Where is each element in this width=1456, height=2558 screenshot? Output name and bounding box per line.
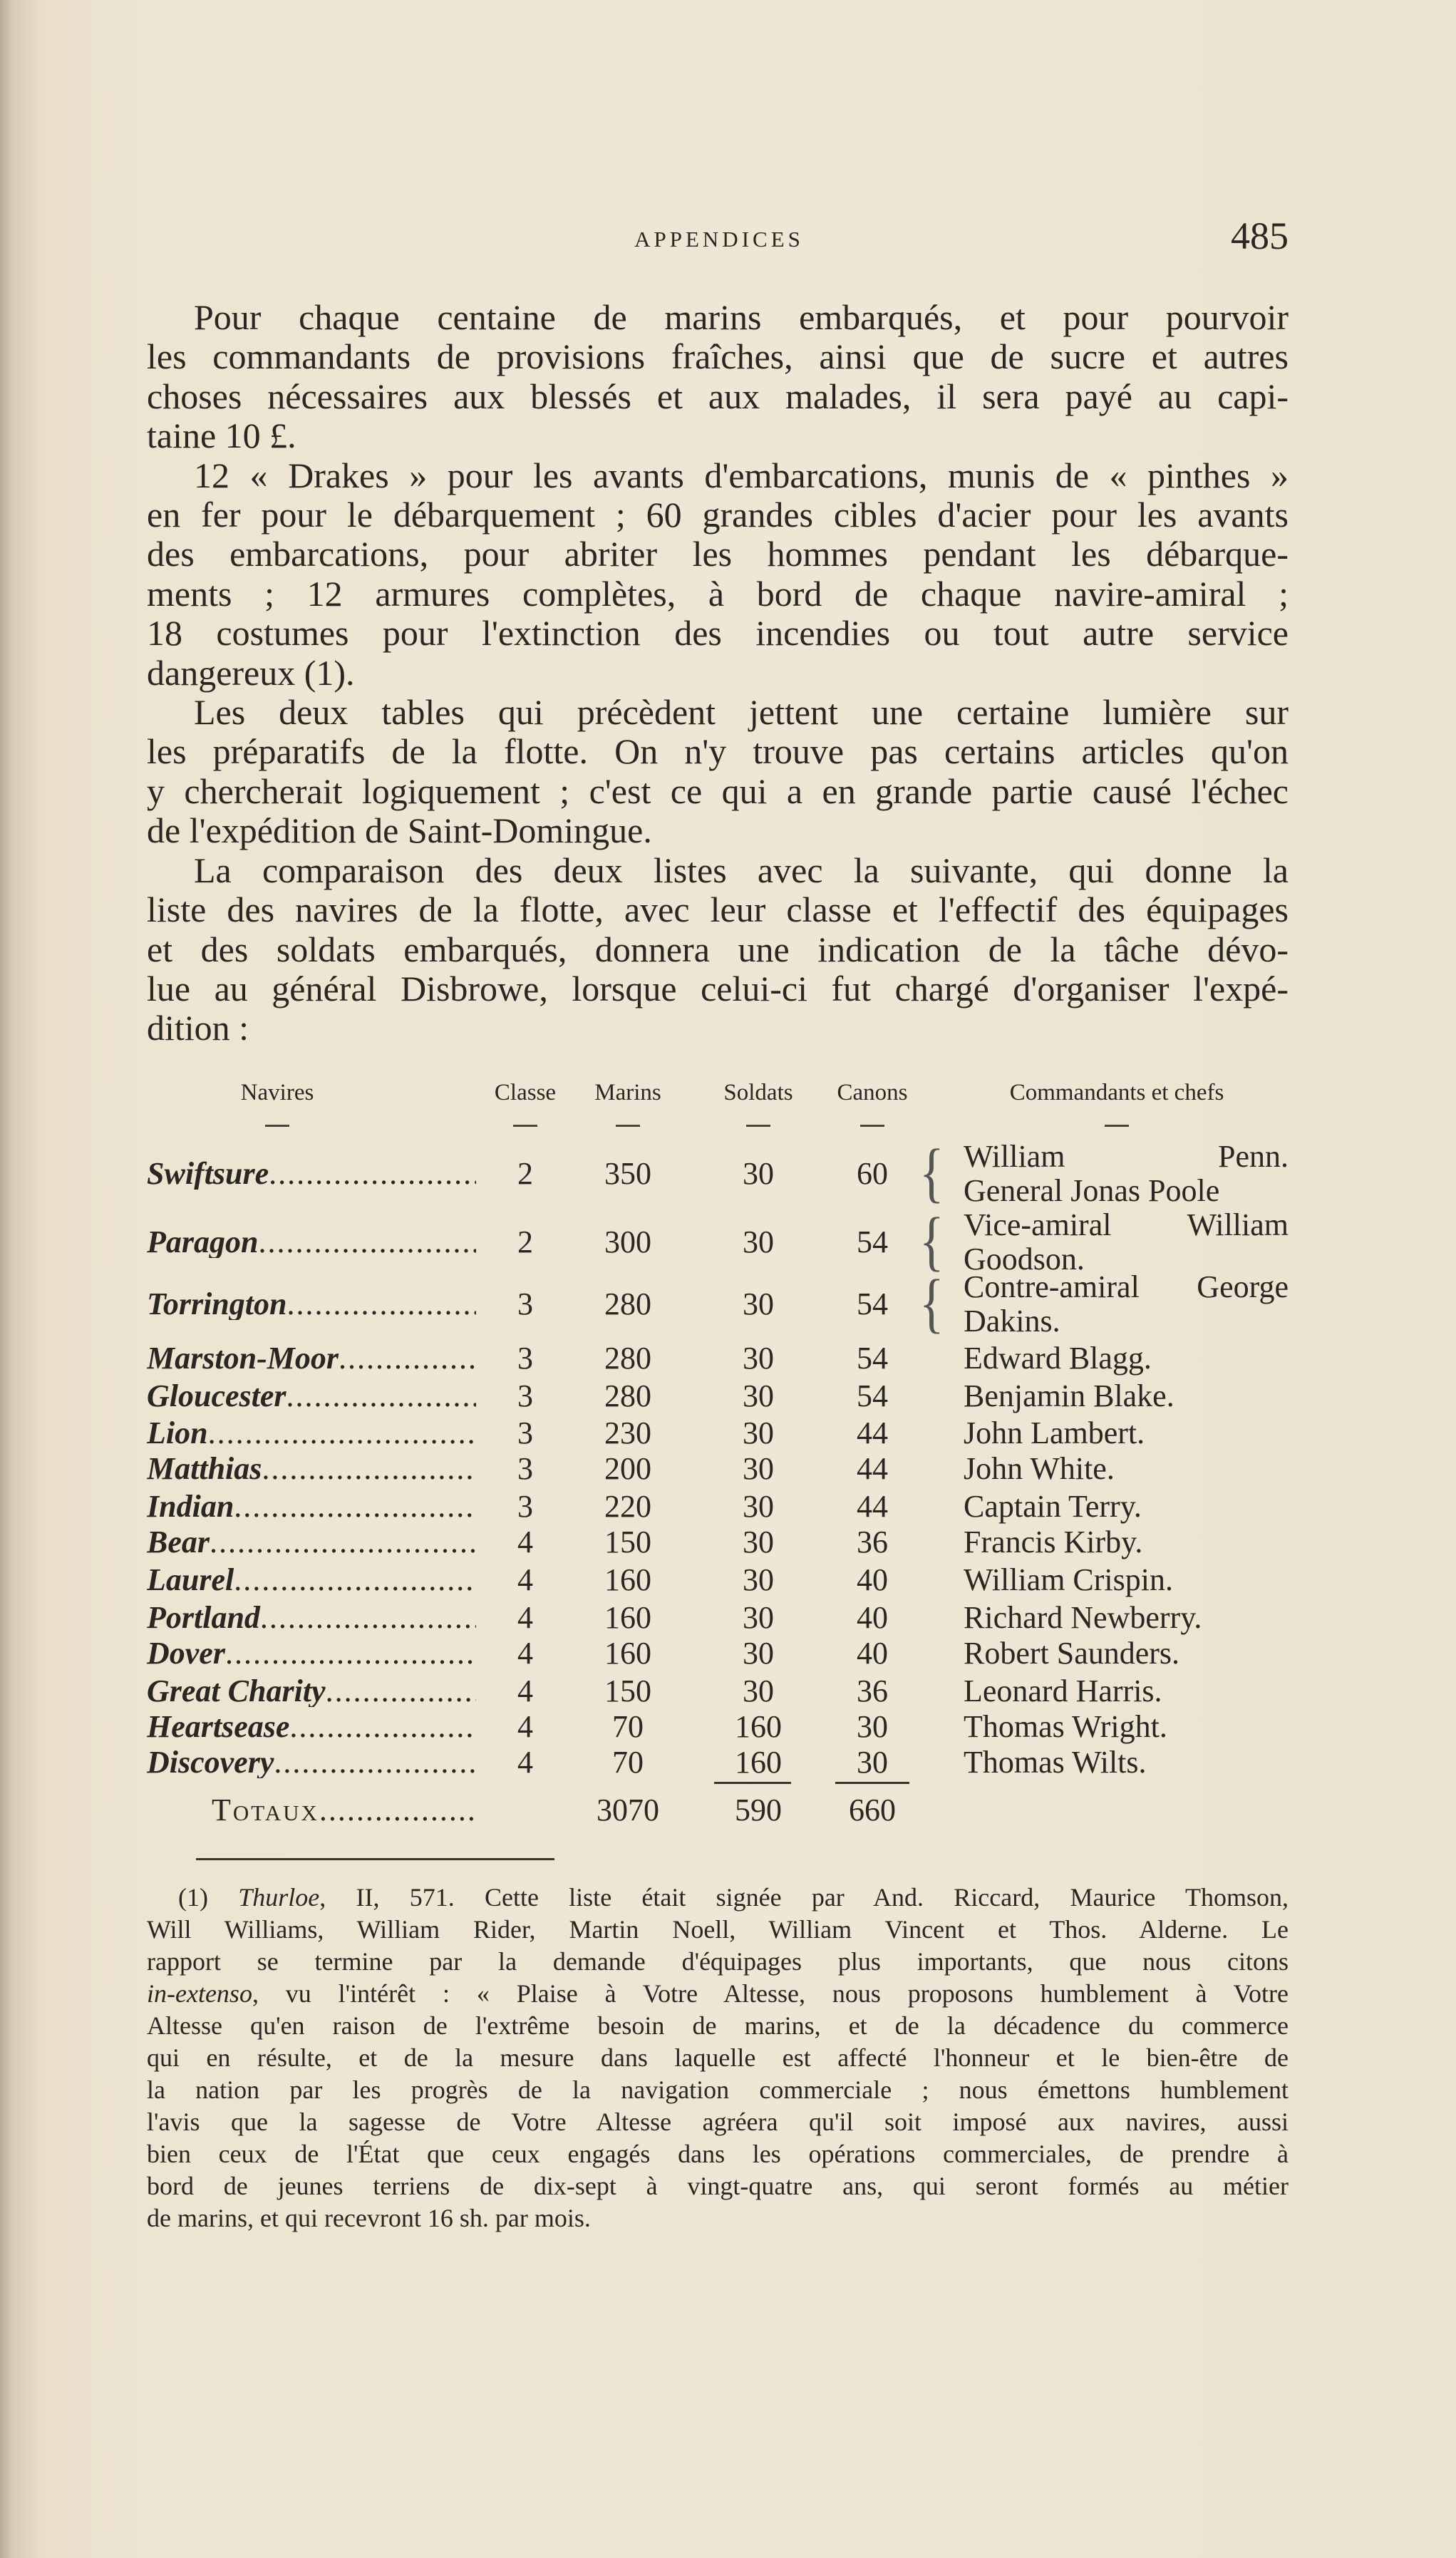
footnote-line	[147, 1978, 1289, 2010]
cell-classe: 3	[517, 1286, 533, 1321]
commander-line: John White.	[964, 1451, 1115, 1486]
commander	[964, 1452, 1289, 1486]
footnote-text: bien ceux de l'État que ceux engagés dans les opérations commerciales, de prendre à	[147, 2140, 1289, 2168]
cell-canons: 54	[857, 1378, 888, 1413]
cell-classe: 4	[517, 1745, 533, 1780]
cell-soldats: 30	[743, 1525, 774, 1559]
ship-name	[147, 1602, 476, 1634]
ship-name	[147, 1418, 476, 1449]
commander	[964, 1525, 1289, 1559]
body-line: Pour chaque centaine de marins embarqués, et pour pourvoir	[194, 297, 1289, 337]
body-line: taine 10 £.	[147, 416, 296, 456]
cell-canons: 36	[857, 1525, 888, 1559]
column-header: Navires	[240, 1080, 314, 1105]
cell-classe: 3	[517, 1341, 533, 1376]
commander-line: Thomas Wilts.	[964, 1745, 1147, 1780]
cell-soldats: 30	[743, 1489, 774, 1524]
ship-label: Great Charity	[147, 1676, 326, 1707]
ship-label: Discovery	[147, 1747, 274, 1778]
ship-name	[147, 1227, 476, 1258]
cell-marins: 300	[604, 1224, 651, 1259]
cell-classe: 3	[517, 1489, 533, 1524]
cell-marins: 280	[604, 1341, 651, 1376]
ship-label: Torrington	[147, 1289, 287, 1320]
body-line: lue au général Disbrowe, lorsque celui-ci fut chargé d'organiser l'expé-	[147, 968, 1289, 1009]
footnote-text: , II, 571. Cette liste était signée par And. Riccard, Maurice Thomson,	[319, 1883, 1289, 1912]
body-line: les préparatifs de la flotte. On n'y trouve pas certains articles qu'on	[147, 731, 1289, 772]
body-line: liste des navires de la flotte, avec leur classe et l'effectif des équipages	[147, 889, 1289, 930]
column-header: Commandants et chefs	[1009, 1080, 1224, 1105]
column-header: Classe	[494, 1080, 557, 1105]
dot-leader	[274, 1747, 476, 1778]
dot-leader	[326, 1676, 476, 1707]
page-number: 485	[1231, 215, 1289, 257]
cell-canons: 54	[857, 1341, 888, 1376]
header-dash	[265, 1125, 289, 1127]
cell-soldats: 30	[743, 1286, 774, 1321]
cell-canons: 44	[857, 1489, 888, 1524]
body-line: en fer pour le débarquement ; 60 grandes cibles d'acier pour les avants	[147, 495, 1289, 535]
column-header: Soldats	[723, 1080, 793, 1105]
footnote-text: la nation par les progrès de la navigation commerciale ; nous émettons humblement	[147, 2075, 1289, 2104]
ship-label: Laurel	[147, 1564, 234, 1596]
dot-leader	[260, 1602, 476, 1634]
body-line: y chercherait logiquement ; c'est ce qui a en grande partie causé l'échec	[147, 770, 1289, 811]
cell-marins: 70	[612, 1709, 644, 1744]
cell-canons: 36	[857, 1673, 888, 1708]
footnote-text: bord de jeunes terriens de dix-sept à vingt-quatre ans, qui seront formés au métier	[147, 2172, 1289, 2200]
cell-canons: 30	[857, 1745, 888, 1780]
cell-canons: 44	[857, 1451, 888, 1486]
dot-leader	[234, 1564, 476, 1596]
cell-classe: 4	[517, 1636, 533, 1671]
ship-name	[147, 1381, 476, 1412]
commander	[964, 1636, 1289, 1671]
footnote-line	[147, 1882, 1289, 1914]
body-line: choses nécessaires aux blessés et aux malades, il sera payé au capi-	[147, 376, 1289, 416]
cell-classe: 3	[517, 1451, 533, 1486]
ship-label: Paragon	[147, 1227, 259, 1258]
cell-soldats: 30	[743, 1562, 774, 1597]
body-line: ments ; 12 armures complètes, à bord de chaque navire-amiral ;	[147, 573, 1289, 614]
header-dash	[860, 1125, 884, 1127]
commander	[964, 1674, 1289, 1708]
footnote-line	[147, 2074, 1289, 2106]
commander-line: John Lambert.	[964, 1415, 1145, 1450]
footnote-rule	[196, 1858, 554, 1860]
body-line: dangereux (1).	[147, 652, 355, 693]
cell-soldats: 30	[743, 1673, 774, 1708]
ship-label: Dover	[147, 1638, 225, 1669]
footnote-text: (1)	[178, 1883, 239, 1912]
cell-canons: 40	[857, 1636, 888, 1671]
body-line: les commandants de provisions fraîches, ainsi que de sucre et autres	[147, 336, 1289, 377]
dot-leader	[225, 1638, 476, 1669]
footnote-line	[147, 2010, 1289, 2042]
cell-classe: 2	[517, 1156, 533, 1191]
commander-line: General Jonas Poole	[964, 1173, 1220, 1208]
cell-soldats: 30	[743, 1378, 774, 1413]
body-line: 18 costumes pour l'extinction des incendies ou tout autre service	[147, 613, 1289, 654]
total-canons: 660	[849, 1793, 896, 1827]
footnote-text: qui en résulte, et de la mesure dans laquelle est affecté l'honneur et le bien-être de	[147, 2043, 1289, 2072]
dot-leader	[269, 1158, 476, 1190]
commander	[964, 1416, 1289, 1450]
body-line: Les deux tables qui précèdent jettent une certaine lumière sur	[194, 692, 1289, 733]
cell-marins: 230	[604, 1415, 651, 1450]
sum-rule	[835, 1782, 909, 1784]
commander	[964, 1208, 1289, 1277]
ship-name	[147, 1491, 476, 1522]
cell-marins: 280	[604, 1378, 651, 1413]
footnote-line	[147, 2106, 1289, 2138]
ship-name	[147, 1638, 476, 1669]
body-line: et des soldats embarqués, donnera une indication de la tâche dévo-	[147, 929, 1289, 969]
commander-line: Leonard Harris.	[964, 1673, 1162, 1708]
dot-leader	[210, 1527, 476, 1558]
running-header: APPENDICES	[634, 227, 804, 252]
commander	[964, 1270, 1289, 1339]
footnote-text: rapport se termine par la demande d'équipages plus importants, que nous citons	[147, 1947, 1289, 1976]
commander-line: Edward Blagg.	[964, 1341, 1152, 1376]
column-header: Canons	[837, 1080, 908, 1105]
cell-canons: 54	[857, 1224, 888, 1259]
ship-label: Matthias	[147, 1453, 262, 1485]
footnote-line	[147, 2042, 1289, 2074]
cell-soldats: 30	[743, 1224, 774, 1259]
ship-name	[147, 1289, 476, 1320]
cell-classe: 4	[517, 1709, 533, 1744]
commander-line: Vice-amiral William	[964, 1207, 1289, 1242]
totals-label	[212, 1795, 476, 1826]
cell-soldats: 30	[743, 1600, 774, 1635]
ship-name	[147, 1527, 476, 1558]
commander-line: William Crispin.	[964, 1562, 1173, 1597]
dot-leader	[286, 1289, 476, 1320]
ship-name	[147, 1676, 476, 1707]
ship-name	[147, 1747, 476, 1778]
sum-rule	[714, 1782, 791, 1784]
ship-label: Indian	[147, 1491, 234, 1522]
dot-leader	[319, 1795, 476, 1826]
header-dash	[746, 1125, 770, 1127]
brace: {	[919, 1266, 944, 1340]
cell-canons: 60	[857, 1156, 888, 1191]
ship-label: Heartsease	[147, 1711, 290, 1743]
commander	[964, 1341, 1289, 1376]
commander	[964, 1563, 1289, 1597]
commander-line: Dakins.	[964, 1304, 1060, 1339]
cell-canons: 40	[857, 1600, 888, 1635]
commander-line: Robert Saunders.	[964, 1636, 1180, 1671]
footnote-text: Thurloe	[238, 1883, 320, 1912]
cell-canons: 30	[857, 1709, 888, 1744]
body-line: de l'expédition de Saint-Domingue.	[147, 810, 652, 851]
ship-name	[147, 1711, 476, 1743]
header-dash	[1105, 1125, 1129, 1127]
column-header: Marins	[594, 1080, 661, 1105]
commander	[964, 1140, 1289, 1208]
ship-label: Lion	[147, 1418, 208, 1449]
footnote-line	[147, 2170, 1289, 2202]
commander-line: Francis Kirby.	[964, 1525, 1143, 1559]
cell-marins: 160	[604, 1636, 651, 1671]
footnote-text: l'avis que la sagesse de Votre Altesse agréera qu'il soit imposé aux navires, aussi	[147, 2108, 1289, 2136]
dot-leader	[289, 1711, 476, 1743]
cell-classe: 4	[517, 1673, 533, 1708]
ship-label: Swiftsure	[147, 1158, 269, 1190]
dot-leader	[262, 1453, 476, 1485]
cell-classe: 3	[517, 1378, 533, 1413]
cell-canons: 40	[857, 1562, 888, 1597]
cell-marins: 350	[604, 1156, 651, 1191]
commander-line: Richard Newberry.	[964, 1600, 1202, 1635]
footnote-text: Altesse qu'en raison de l'extrême besoin de marins, et de la décadence du commerce	[147, 2011, 1289, 2040]
ship-name	[147, 1564, 476, 1596]
ship-label: Marston-Moor	[147, 1343, 339, 1374]
ship-name	[147, 1343, 476, 1374]
commander-line: William Penn.	[964, 1139, 1289, 1174]
ship-name	[147, 1453, 476, 1485]
footnote-line	[147, 1914, 1289, 1946]
cell-classe: 4	[517, 1600, 533, 1635]
footnote-text: in-extenso	[147, 1979, 252, 2008]
ship-label: Bear	[147, 1527, 210, 1558]
total-soldats: 590	[735, 1793, 782, 1827]
commander	[964, 1745, 1289, 1780]
cell-marins: 160	[604, 1600, 651, 1635]
commander	[964, 1490, 1289, 1524]
body-line: La comparaison des deux listes avec la suivante, qui donne la	[194, 850, 1289, 890]
footnote-text: Will Williams, William Rider, Martin Noell, William Vincent et Thos. Alderne. Le	[147, 1915, 1289, 1944]
cell-classe: 4	[517, 1525, 533, 1559]
body-line: des embarcations, pour abriter les hommes pendant les débarque-	[147, 534, 1289, 574]
ship-label: Gloucester	[147, 1381, 286, 1412]
dot-leader	[286, 1381, 476, 1412]
dot-leader	[339, 1343, 476, 1374]
body-text	[147, 298, 1289, 1048]
cell-soldats: 30	[743, 1451, 774, 1486]
cell-soldats: 30	[743, 1341, 774, 1376]
commander-line: Captain Terry.	[964, 1489, 1142, 1524]
cell-soldats: 160	[735, 1709, 782, 1744]
cell-marins: 70	[612, 1745, 644, 1780]
footnote	[147, 1882, 1289, 2234]
cell-canons: 54	[857, 1286, 888, 1321]
cell-classe: 4	[517, 1562, 533, 1597]
commander-line: Goodson.	[964, 1242, 1085, 1277]
cell-marins: 150	[604, 1525, 651, 1559]
cell-marins: 200	[604, 1451, 651, 1486]
total-marins: 3070	[597, 1793, 659, 1827]
cell-marins: 220	[604, 1489, 651, 1524]
commander-line: Benjamin Blake.	[964, 1378, 1174, 1413]
commander-line: Thomas Wright.	[964, 1709, 1167, 1744]
dot-leader	[234, 1491, 476, 1522]
cell-soldats: 30	[743, 1156, 774, 1191]
header-dash	[513, 1125, 537, 1127]
commander-line: Contre-amiral George	[964, 1269, 1289, 1304]
cell-classe: 3	[517, 1415, 533, 1450]
commander	[964, 1601, 1289, 1635]
commander	[964, 1379, 1289, 1413]
brace: {	[919, 1204, 944, 1278]
cell-soldats: 30	[743, 1636, 774, 1671]
dot-leader	[208, 1418, 476, 1449]
footnote-line	[147, 1946, 1289, 1978]
cell-canons: 44	[857, 1415, 888, 1450]
body-line: dition :	[147, 1008, 249, 1048]
ship-name	[147, 1158, 476, 1190]
cell-marins: 150	[604, 1673, 651, 1708]
cell-soldats: 30	[743, 1415, 774, 1450]
cell-classe: 2	[517, 1224, 533, 1259]
footnote-line	[147, 2202, 1289, 2234]
brace: {	[919, 1135, 944, 1210]
ship-label: Portland	[147, 1602, 260, 1634]
body-line: 12 « Drakes » pour les avants d'embarcations, munis de « pinthes »	[194, 455, 1289, 495]
cell-marins: 160	[604, 1562, 651, 1597]
cell-marins: 280	[604, 1286, 651, 1321]
cell-soldats: 160	[735, 1745, 782, 1780]
totals-text: Totaux	[212, 1795, 319, 1826]
footnote-text: de marins, et qui recevront 16 sh. par mois.	[147, 2204, 591, 2232]
commander	[964, 1710, 1289, 1744]
footnote-line	[147, 2138, 1289, 2170]
dot-leader	[258, 1227, 476, 1258]
header-dash	[616, 1125, 640, 1127]
footnote-text: , vu l'intérêt : « Plaise à Votre Altesse, nous proposons humblement à Votre	[252, 1979, 1289, 2008]
